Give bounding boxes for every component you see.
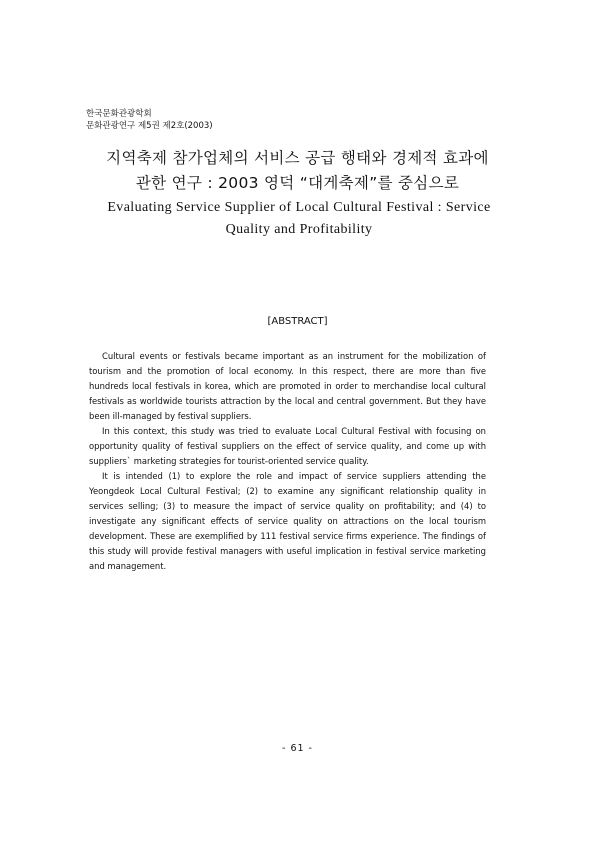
korean-title [40, 146, 555, 196]
korean-title-line-2: 관한 연구 : 2003 영덕 “대게축제”를 중심으로 [135, 174, 460, 192]
page-number: - 61 - [282, 743, 313, 754]
abstract-paragraph-1: Cultural events or festivals became important as an instrument for the mobilization of tourism and the promotion of local economy. In this respect, there are more than five hundreds local festivals in korea, which are promoted in order to merchandise local cultural festivals as worldwide tourists attraction by the local and central government. But they have been ill-managed by festival suppliers. [89, 351, 486, 421]
abstract-paragraph-3: It is intended (1) to explore the role and impact of service suppliers attending the Yeongdeok Local Cultural Festival; (2) to examine any significant relationship quality in services selling; (3) to measure the impact of service quality on profitability; and (4) to investigate any significant effects of service quality on attractions on the local tourism development. These are exemplified by 111 festival service firms experience. The findings of this study will provide festival managers with useful implication in festival service marketing and management. [89, 471, 486, 571]
abstract-heading: [ABSTRACT] [267, 316, 328, 327]
journal-citation: 문화관광연구 제5권 제2호(2003) [86, 121, 213, 131]
english-title-line-1: Evaluating Service Supplier of Local Cultural Festival : Service [107, 200, 491, 215]
society-name: 한국문화관광학회 [86, 109, 152, 119]
abstract-body [89, 349, 486, 574]
korean-title-line-1: 지역축제 참가업체의 서비스 공급 행태와 경제적 효과에 [106, 149, 489, 167]
journal-header [86, 108, 213, 132]
english-title [40, 197, 558, 241]
english-title-line-2: Quality and Profitability [225, 222, 373, 237]
abstract-paragraph-2: In this context, this study was tried to evaluate Local Cultural Festival with focusing on opportunity quality of festival suppliers on the effect of service quality, and come up with suppliers` marketing strategies for tourist-oriented service quality. [89, 426, 486, 466]
